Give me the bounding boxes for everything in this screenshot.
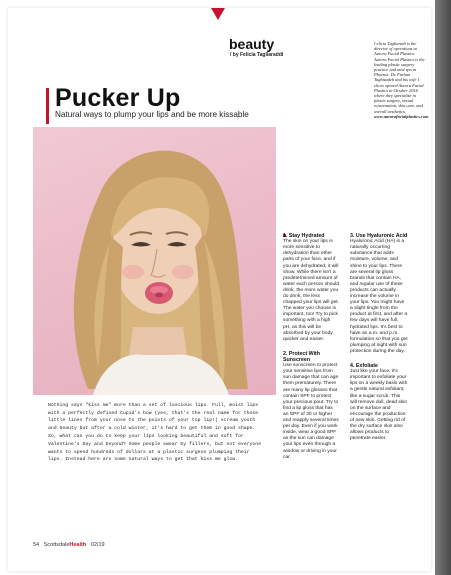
page-spine xyxy=(435,0,451,575)
author-bio-text: I elicia Tagliaradi is the director of operations at Aurora Facial Plastics. Aurora Facial Plastics is the leading plastic surgery practice and med spa in Phoenix. Dr. Farhan Taghizadeh and his wife I elicia opened Aurora Facial Plastics in October 2016 where they specialize in plastic surgery, sexual rejuvenation, skin care, and overall aesthetics. xyxy=(374,41,425,114)
magazine-name-part: Health xyxy=(69,542,87,548)
magazine-name-part: Scottsdale xyxy=(43,542,70,548)
section-heading: beauty xyxy=(229,36,275,52)
magazine-name xyxy=(44,542,87,548)
author-bio xyxy=(374,41,429,119)
tip-heading: 4. Exfoliate xyxy=(350,362,378,369)
tip-heading: 2. Protect With Sunscreen xyxy=(283,350,321,363)
woman-puckering-illustration xyxy=(33,127,276,395)
page-footer xyxy=(33,542,105,548)
intro-paragraph: So, what can you do to keep your lips looking beautiful and soft for Valentine's Day and beyond? Some people swear by fillers, but not everyone wants to spend hundreds of dollars at a plastic surgeon plumping their lips. Instead here are some natural ways to get that kiss me glow. xyxy=(48,434,262,463)
article-subtitle: Natural ways to plump your lips and be more kissable xyxy=(55,110,249,119)
page-number: 54 xyxy=(33,542,40,548)
tip-body: The skin on your lips is more sensitive to dehydration than other parts of your face, and if you are dehydrated, it will show. While there isn't a predetermined amount of water each person should drink, the more water you do drink, the less chapped your lips will get. The water you choose is important, too! Try to pick something with a high pH, as this will be absorbed by your body quicker and easier. xyxy=(283,239,340,342)
hero-photo xyxy=(33,127,276,395)
tip-heading: 1. Stay Hydrated xyxy=(283,233,325,239)
tip-body: Hyaluronic Acid (HA) is a naturally occurring substance that adds moisture, volume, and shine to your lips. There are several lip gloss brands that contain HA, and regular use of these products can actually increase the volume in your lips. You might have a slight tingle from the product at first, and after a few days will have full, hydrated lips. It's best to have an a.m. and p.m. formulation so that you get plumping at night with sun protection during the day. xyxy=(350,239,408,354)
byline: / by Felicia Tagliaraddi xyxy=(230,52,284,58)
red-notch-marker xyxy=(211,8,225,20)
tip-body: Use sunscreen to protect your sensitive lips from sun damage that can age them prematurely. There are many lip glosses that contain SPF to protect your precious pout. Try to find a lip gloss that has an SPF of 30 or higher and reapply several times per day. Even if you work inside, wear a good SPF as the sun can damage your lips even through a window or driving in your car. xyxy=(283,363,339,460)
issue-date: 02/19 xyxy=(90,542,105,548)
intro-paragraph: Nothing says "kiss me" more than a set of luscious lips. Full, moist lips with a perfectly defined Cupid's bow (yes, that's the real name for those little lines from your nose to the points of your top lip!) scream youth and beauty but after a cold winter, it's hard to get them in good shape. xyxy=(48,403,259,431)
article-intro xyxy=(48,402,264,465)
title-accent-bar xyxy=(46,88,49,124)
article-column-2 xyxy=(350,233,408,450)
article-title: Pucker Up xyxy=(55,84,181,112)
tip-heading: 3. Use Hyaluronic Acid xyxy=(350,233,408,239)
tip-body: Just like your face, it's important to exfoliate your lips on a weekly basis with a gentle natural exfoliant, like a sugar scrub. This will remove dull, dead skin on the surface and encourage the production of new skin. Getting rid of the dry surface skin also allows products to penetrate easier. xyxy=(350,369,408,442)
article-column-1 xyxy=(283,233,339,469)
author-bio-url: www.aurorafacialplastics.com xyxy=(374,113,429,119)
